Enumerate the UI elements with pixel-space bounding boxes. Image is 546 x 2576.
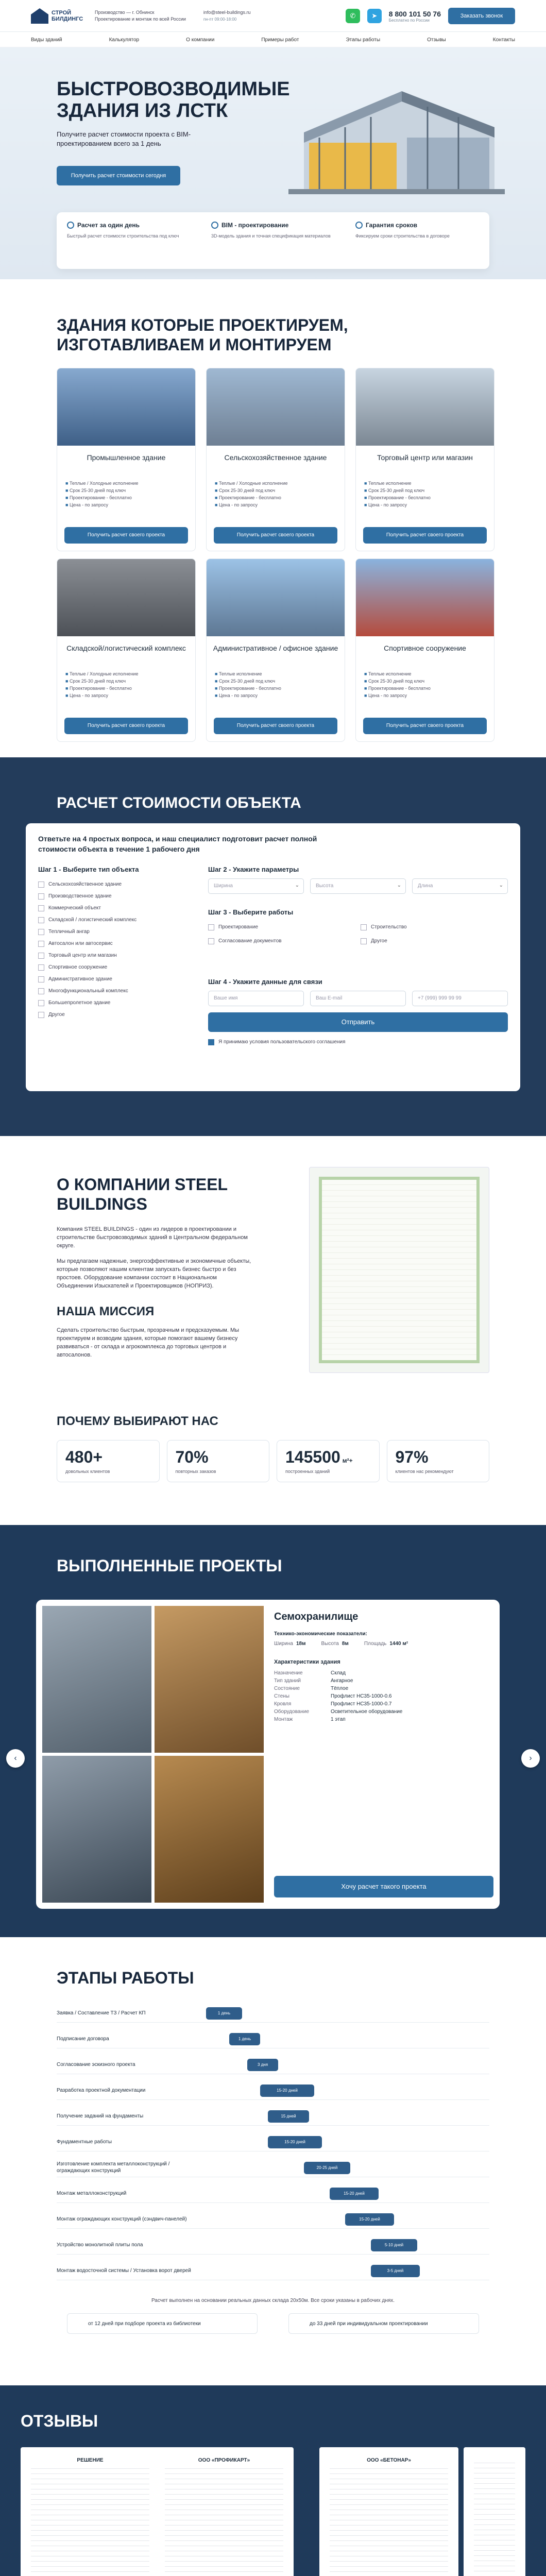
stage-row: [57, 2159, 489, 2177]
stage-name: Разработка проектной документации: [57, 2087, 146, 2093]
logo-text: СТРОЙ БИЛДИНГС: [52, 10, 83, 22]
get-calc-button[interactable]: Получить расчет своего проекта: [363, 718, 487, 734]
stage-duration-bar: 20-25 дней: [304, 2162, 350, 2174]
project-photo[interactable]: [155, 1606, 264, 1753]
building-features: ■ Теплые / Холодные исполнение ■ Срок 25-30 дней под ключ ■ Проектирование - бесплатно ■ Цена - по запросу: [215, 480, 336, 509]
calc-title: РАСЧЕТ СТОИМОСТИ ОБЪЕКТА: [57, 794, 301, 811]
building-photo: [356, 368, 494, 446]
spec-row: Назначение Склад: [274, 1670, 346, 1676]
logo-icon: [31, 8, 48, 24]
spec-row: Состояние Тёплое: [274, 1686, 349, 1691]
stage-row: [57, 2262, 489, 2280]
why-title: ПОЧЕМУ ВЫБИРАЮТ НАС: [57, 1414, 218, 1428]
hero-title: БЫСТРОВОЗВОДИМЫЕ ЗДАНИЯ ИЗ ЛСТК: [57, 78, 290, 122]
specs-title: Характеристики здания: [274, 1659, 340, 1665]
stages-badge-2: до 33 дней при индивидуальном проектировании: [288, 2313, 479, 2334]
stage-row: [57, 2056, 489, 2074]
get-calc-button[interactable]: Получить расчет своего проекта: [64, 718, 188, 734]
types-title: ЗДАНИЯ КОТОРЫЕ ПРОЕКТИРУЕМ, ИЗГОТАВЛИВАЕМ И МОНТИРУЕМ: [57, 316, 348, 354]
agree-checkbox[interactable]: Я принимаю условия пользовательского соглашения: [208, 1036, 508, 1048]
hero-cta-button[interactable]: Получить расчет стоимости сегодня: [57, 166, 180, 185]
project-photo[interactable]: [42, 1606, 151, 1753]
next-arrow-icon[interactable]: ›: [521, 1749, 540, 1768]
building-type-name: Сельскохозяйственное здание: [224, 453, 327, 462]
building-type-card: [355, 368, 494, 551]
tech-value: Высота 8м: [321, 1641, 349, 1647]
hero-feature: BIM - проектирование 3D-модель здания и точная спецификация материалов: [211, 222, 331, 239]
calculator-section: [0, 757, 546, 1136]
object-type-checkbox[interactable]: Спортивное сооружение: [38, 961, 193, 973]
stage-name: Фундаментные работы: [57, 2139, 112, 2145]
project-name: Семохранилище: [274, 1611, 359, 1622]
stage-name: Подписание договора: [57, 2036, 109, 2042]
stage-row: [57, 2004, 489, 2023]
stage-name: Монтаж ограждающих конструкций (сэндвич-панелей): [57, 2216, 187, 2222]
hero-feature: Расчет за один день Быстрый расчет стоимости строительства под ключ: [67, 222, 179, 239]
stage-duration-bar: 1 день: [206, 2007, 242, 2020]
callback-button[interactable]: Заказать звонок: [448, 8, 515, 24]
building-photo: [207, 559, 345, 636]
telegram-icon[interactable]: ➤: [367, 9, 382, 23]
object-type-checkbox[interactable]: Коммерческий объект: [38, 902, 193, 914]
contact-input[interactable]: Ваш E-mail: [310, 991, 406, 1006]
check-circle-icon: [211, 222, 218, 229]
certificate-image[interactable]: [309, 1167, 489, 1373]
review-card[interactable]: РЕШЕНИЕ: [21, 2447, 160, 2576]
calculator-form: [26, 823, 520, 1091]
spec-row: Тип зданий Ангарное: [274, 1678, 353, 1684]
hero-features: [57, 212, 489, 269]
stat-card: 70% повторных заказов: [167, 1440, 270, 1482]
tech-value: Площадь 1440 м²: [364, 1641, 408, 1647]
building-features: ■ Теплые / Холодные исполнение ■ Срок 25-30 дней под ключ ■ Проектирование - бесплатно ■ Цена - по запросу: [65, 480, 187, 509]
get-calc-button[interactable]: Получить расчет своего проекта: [214, 527, 337, 544]
get-calc-button[interactable]: Получить расчет своего проекта: [214, 718, 337, 734]
stages-note: Расчет выполнен на основании реальных данных склада 20х50м. Все сроки указаны в рабочих днях.: [151, 2298, 395, 2303]
calc-question: Ответьте на 4 простых вопроса, и наш специалист подготовит расчет полной стоимости объекта в течение 1 рабочего дня: [38, 835, 317, 853]
check-circle-icon: [67, 222, 74, 229]
object-type-checkbox[interactable]: Тепличный ангар: [38, 926, 193, 938]
stage-row: [57, 2030, 489, 2048]
stage-row: [57, 2081, 489, 2100]
review-letter-image: [165, 2468, 283, 2576]
portfolio-title: ВЫПОЛНЕННЫЕ ПРОЕКТЫ: [57, 1556, 282, 1575]
get-calc-button[interactable]: Получить расчет своего проекта: [363, 527, 487, 544]
stage-duration-bar: 3 дня: [247, 2059, 278, 2071]
get-calc-button[interactable]: Получить расчет своего проекта: [64, 527, 188, 544]
building-photo: [57, 368, 195, 446]
building-type-name: Спортивное сооружение: [384, 644, 466, 652]
building-type-card: [57, 558, 196, 742]
stage-name: Согласование эскизного проекта: [57, 2061, 135, 2067]
review-card[interactable]: [464, 2447, 525, 2576]
stage-row: [57, 2210, 489, 2229]
nav-item[interactable]: Контакты: [492, 37, 515, 43]
spec-row: Монтаж 1 этап: [274, 1717, 346, 1722]
check-circle-icon: [355, 222, 363, 229]
stat-card: 145500 м²+ построенных зданий: [277, 1440, 380, 1482]
object-type-checkbox[interactable]: Торговый центр или магазин: [38, 950, 193, 961]
building-type-name: Складской/логистический комплекс: [66, 644, 186, 652]
contact-input[interactable]: +7 (999) 999 99 99: [412, 991, 508, 1006]
calc-step1: Шаг 1 - Выберите тип объекта: [38, 866, 139, 873]
nav-item[interactable]: Калькулятор: [109, 37, 140, 43]
calc-step4: Шаг 4 - Укажите данные для связи: [208, 978, 322, 986]
nav-item[interactable]: О компании: [186, 37, 215, 43]
header-info: Производство — г. Обнинск Проектирование и монтаж по всей России: [95, 10, 186, 22]
review-card[interactable]: ООО «ПРОФИКАРТ»: [155, 2447, 294, 2576]
building-illustration: [288, 71, 505, 199]
nav-item[interactable]: Этапы работы: [346, 37, 381, 43]
portfolio-section: [0, 1525, 546, 1937]
whatsapp-icon[interactable]: ✆: [346, 9, 360, 23]
nav-item[interactable]: Виды зданий: [31, 37, 62, 43]
check-icon: [208, 1039, 214, 1045]
spec-row: Кровля Профлист НС35-1000-0.7: [274, 1701, 392, 1707]
calc-step3: Шаг 3 - Выберите работы: [208, 908, 294, 916]
reviews-section: [0, 2385, 546, 2576]
stages-section: [0, 1937, 546, 2385]
object-type-checkbox[interactable]: Большепролетное здание: [38, 997, 193, 1009]
building-photo: [356, 559, 494, 636]
main-nav: [0, 32, 546, 47]
building-photo: [207, 368, 345, 446]
stage-name: Монтаж водосточной системы / Установка ворот дверей: [57, 2267, 191, 2274]
chevron-down-icon: ⌄: [499, 883, 503, 888]
stat-card: 480+ довольных клиентов: [57, 1440, 160, 1482]
stage-row: [57, 2133, 489, 2151]
hero: [0, 47, 546, 279]
building-type-name: Административное / офисное здание: [213, 644, 338, 652]
stage-duration-bar: 15 дней: [268, 2110, 309, 2123]
spec-row: Оборудование Осветительное оборудование: [274, 1709, 403, 1715]
object-type-checkbox[interactable]: Складской / логистический комплекс: [38, 914, 193, 926]
review-letter-image: [31, 2468, 149, 2576]
about-section: [0, 1136, 546, 1404]
stage-name: Изготовление комплекта металлоконструкций / ограждающих конструкций: [57, 2161, 170, 2174]
stage-row: [57, 2107, 489, 2126]
object-type-checkbox[interactable]: Многофункциональный комплекс: [38, 985, 193, 997]
header-email[interactable]: info@steel-buildings.ru пн-пт 09:00-18:00: [203, 10, 251, 22]
chevron-down-icon: ⌄: [295, 883, 299, 888]
stage-duration-bar: 5-10 дней: [371, 2239, 417, 2251]
stage-row: [57, 2236, 489, 2255]
stages-badge-1: от 12 дней при подборе проекта из библиотеки: [67, 2313, 258, 2334]
mission-title: НАША МИССИЯ: [57, 1304, 155, 1318]
building-type-card: [206, 558, 345, 742]
stage-duration-bar: 15-20 дней: [330, 2188, 379, 2200]
building-types: [57, 279, 489, 742]
work-checkbox[interactable]: Строительство: [361, 921, 508, 933]
building-photo: [57, 559, 195, 636]
project-photo[interactable]: [155, 1756, 264, 1903]
building-type-card: [206, 368, 345, 551]
stages-title: ЭТАПЫ РАБОТЫ: [57, 1969, 194, 1987]
object-type-checkbox[interactable]: Другое: [38, 1009, 193, 1021]
object-type-checkbox[interactable]: Административное здание: [38, 973, 193, 985]
spec-row: Стены Профлист НС35-1000-0.6: [274, 1693, 392, 1699]
tech-title: Технико-экономические показатели:: [274, 1631, 367, 1637]
stage-duration-bar: 15-20 дней: [345, 2213, 394, 2226]
work-checkbox[interactable]: Согласование документов: [208, 935, 355, 947]
building-features: ■ Теплые исполнение ■ Срок 25-30 дней под ключ ■ Проектирование - бесплатно ■ Цена - по запросу: [364, 670, 486, 699]
object-type-checkbox[interactable]: Сельскохозяйственное здание: [38, 878, 193, 890]
why-section: [57, 1404, 489, 1525]
work-checkbox[interactable]: Проектирование: [208, 921, 355, 933]
chevron-down-icon: ⌄: [397, 883, 401, 888]
param-select[interactable]: Ширина ⌄: [208, 878, 304, 894]
building-type-name: Торговый центр или магазин: [377, 453, 473, 462]
project-gallery: [36, 1600, 500, 1909]
param-select[interactable]: Высота ⌄: [310, 878, 406, 894]
about-text-2: Мы предлагаем надежные, энергоэффективные и экономичные объекты, которые позволяют нашим клиентам запускать бизнес быстро и без простоев. Оборудование компании состоит в Национальном Объединении Изыскателей и Проектировщиков (НОПРИЗ).: [57, 1258, 251, 1289]
stage-name: Получение заданий на фундаменты: [57, 2113, 144, 2119]
contact-input[interactable]: Ваше имя: [208, 991, 304, 1006]
project-photo[interactable]: [42, 1756, 151, 1903]
review-card[interactable]: ООО «БЕТОНАР»: [319, 2447, 458, 2576]
review-letter-image: [474, 2463, 515, 2576]
building-features: ■ Теплые исполнение ■ Срок 25-30 дней под ключ ■ Проектирование - бесплатно ■ Цена - по запросу: [364, 480, 486, 509]
logo[interactable]: [31, 8, 88, 24]
about-title: О КОМПАНИИ STEEL BUILDINGS: [57, 1175, 228, 1213]
about-text-1: Компания STEEL BUILDINGS - один из лидеров в проектировании и строительстве быстровозводимых зданий в Центральном федеральном округе.: [57, 1226, 248, 1249]
stage-name: Монтаж металлоконструкций: [57, 2190, 127, 2196]
reviews-title: ОТЗЫВЫ: [21, 2412, 98, 2430]
stage-duration-bar: 15-20 дней: [268, 2136, 322, 2148]
stage-duration-bar: 15-20 дней: [260, 2084, 314, 2097]
header-phone[interactable]: 8 800 101 50 76 Бесплатно по России: [388, 9, 441, 23]
stage-name: Заявка / Составление ТЗ / Расчет КП: [57, 2010, 146, 2016]
work-checkbox[interactable]: Другое: [361, 935, 508, 947]
building-features: ■ Теплые исполнение ■ Срок 25-30 дней под ключ ■ Проектирование - бесплатно ■ Цена - по запросу: [215, 670, 336, 699]
project-calc-button[interactable]: Хочу расчет такого проекта: [274, 1876, 493, 1897]
mission-text: Сделать строительство быстрым, прозрачным и предсказуемым. Мы проектируем и возводим здания, которые помогают вашему бизнесу развиваться - от склада и агрокомплекса до торговых центров и автосалонов.: [57, 1327, 240, 1358]
object-type-checkbox[interactable]: Автосалон или автосервис: [38, 938, 193, 950]
prev-arrow-icon[interactable]: ‹: [6, 1749, 25, 1768]
stage-duration-bar: 3-5 дней: [371, 2265, 420, 2277]
calc-submit-button[interactable]: Отправить: [208, 1012, 508, 1032]
hero-feature: Гарантия сроков Фиксируем сроки строительства в договоре: [355, 222, 450, 239]
nav-item[interactable]: Примеры работ: [261, 37, 299, 43]
review-letter-image: [330, 2468, 448, 2576]
building-type-card: [355, 558, 494, 742]
building-type-name: Промышленное здание: [87, 453, 166, 462]
stat-card: 97% клиентов нас рекомендуют: [387, 1440, 490, 1482]
building-features: ■ Теплые / Холодные исполнение ■ Срок 25-30 дней под ключ ■ Проектирование - бесплатно ■ Цена - по запросу: [65, 670, 187, 699]
stage-duration-bar: 1 день: [229, 2033, 260, 2045]
param-select[interactable]: Длина ⌄: [412, 878, 508, 894]
calc-step2: Шаг 2 - Укажите параметры: [208, 866, 299, 873]
nav-item[interactable]: Отзывы: [427, 37, 446, 43]
header: [0, 0, 546, 32]
stage-name: Устройство монолитной плиты пола: [57, 2242, 143, 2248]
object-type-checkbox[interactable]: Производственное здание: [38, 890, 193, 902]
building-type-card: [57, 368, 196, 551]
hero-subtitle: Получите расчет стоимости проекта с BIM-проектированием всего за 1 день: [57, 130, 191, 147]
tech-value: Ширина 18м: [274, 1641, 306, 1647]
stage-row: [57, 2184, 489, 2203]
